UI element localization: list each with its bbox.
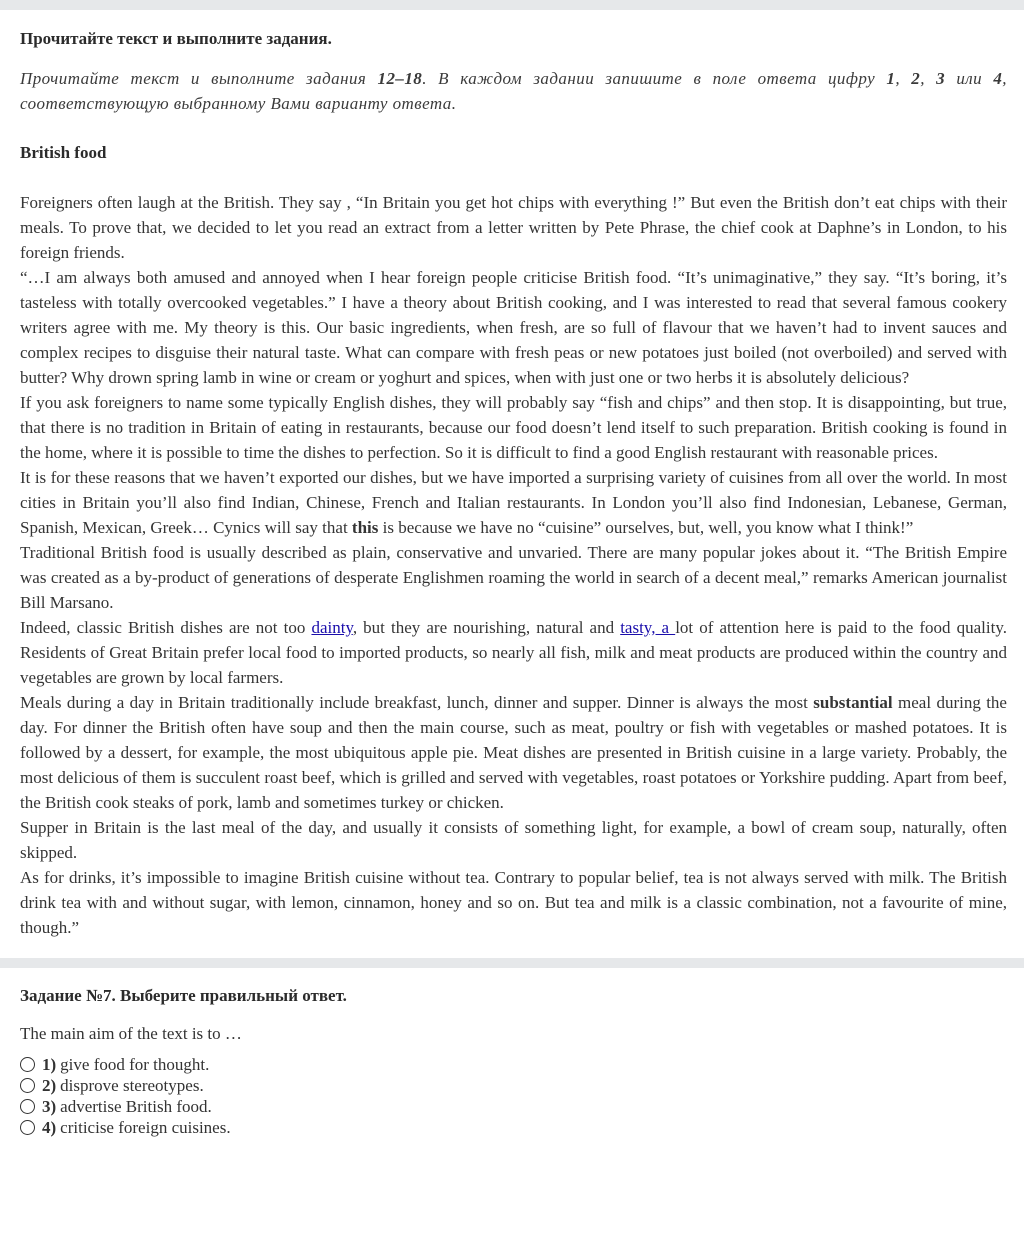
paragraph-text: Indeed, classic British dishes are not too	[20, 618, 312, 637]
paragraph-9: As for drinks, it’s impossible to imagine British cuisine without tea. Contrary to popular belief, tea is not always served with milk. The British drink tea with and without sugar, with lemon, cinnamon, honey and so on. But tea and milk is a classic combination, not a favourite of mine, though.”	[20, 868, 1007, 937]
paragraph-text: Meals during a day in Britain traditionally include breakfast, lunch, dinner and supper. Dinner is always the most	[20, 693, 814, 712]
reading-section	[0, 10, 1024, 940]
highlighted-word-this: this	[351, 518, 379, 537]
question-section	[0, 968, 1024, 1138]
option-number: 3)	[42, 1096, 57, 1116]
section-divider	[0, 958, 1024, 968]
top-divider	[0, 0, 1024, 10]
instruction-digit: 2	[911, 69, 921, 88]
instruction-part: Прочитайте текст и выполните задания	[20, 69, 378, 88]
link-dainty[interactable]: dainty	[311, 618, 353, 637]
instruction-digit: 3	[936, 69, 946, 88]
paragraph-7	[20, 690, 1007, 815]
paragraph-text: lot of attention here is paid to the food quality. Residents of Great Britain prefer local food to imported products, so nearly all fish, milk and meat products are produced within the country and vegetables are grown by local farmers.	[20, 618, 1007, 687]
paragraph-6	[20, 615, 1007, 690]
paragraph-3: If you ask foreigners to name some typically English dishes, they will probably say “fish and chips” and then stop. It is disappointing, but true, that there is no tradition in Britain of eating in restaurants, because our food doesn’t lend itself to such preparation. British cooking is found in the home, where it is possible to time the dishes to perfection. So it is difficult to find a good English restaurant with reasonable prices.	[20, 393, 1007, 462]
option-label: criticise foreign cuisines.	[60, 1117, 231, 1137]
option-number: 2)	[42, 1075, 57, 1095]
paragraph-2: “…I am always both amused and annoyed when I hear foreign people criticise British food. “It’s unimaginative,” they say. “It’s boring, it’s tasteless with totally overcooked vegetables.” I have a theory about British cooking, and I was interested to read that several famous cookery writers agree with me. My theory is this. Our basic ingredients, when fresh, are so full of flavour that we haven’t had to invent sauces and complex recipes to disguise their natural taste. What can compare with fresh peas or new potatoes just boiled (not overboiled) and served with butter? Why drown spring lamb in wine or cream or yoghurt and spices, when with just one or two herbs it is absolutely delicious?	[20, 268, 1007, 387]
highlighted-word-substantial: substantial	[813, 693, 893, 712]
option-label: disprove stereotypes.	[60, 1075, 204, 1095]
radio-button[interactable]	[20, 1078, 35, 1093]
option-number: 4)	[42, 1117, 57, 1137]
paragraph-text: It is for these reasons that we haven’t exported our dishes, but we have imported a surprising variety of cuisines from all over the world. In most cities in Britain you’ll also find Indian, Chinese, French and Italian restaurants. In London you’ll also find Indonesian, Lebanese, German, Spanish, Mexican, Greek… Cynics will say that	[20, 468, 1007, 537]
task-heading: Прочитайте текст и выполните задания.	[20, 29, 332, 48]
instruction-part: ,	[895, 69, 912, 88]
instruction-part: ,	[920, 69, 937, 88]
radio-button[interactable]	[20, 1120, 35, 1135]
option-label: advertise British food.	[60, 1096, 212, 1116]
paragraph-text: meal during the day. For dinner the British often have soup and then the main course, such as meat, poultry or fish with vegetables or mashed potatoes. It is followed by a dessert, for example, the most ubiquitous apple pie. Meat dishes are presented in British cuisine in a large variety. Probably, the most delicious of them is succulent roast beef, which is grilled and served with vegetables, roast potatoes or Yorkshire pudding. Apart from beef, the British cook steaks of pork, lamb and sometimes turkey or chicken.	[20, 693, 1007, 812]
radio-button[interactable]	[20, 1057, 35, 1072]
question-heading: Задание №7. Выберите правильный ответ.	[20, 986, 347, 1005]
instruction-part: , соответствующую выбранному Вами варианту ответа.	[20, 69, 1007, 113]
instruction-part: или	[945, 69, 994, 88]
question-stem: The main aim of the text is to …	[20, 1024, 242, 1043]
paragraph-1: Foreigners often laugh at the British. They say , “In Britain you get hot chips with everything !” But even the British don’t eat chips with their meals. To prove that, we decided to let you read an extract from a letter written by Pete Phrase, the chief cook at Daphne’s in London, to his foreign friends.	[20, 193, 1007, 262]
instruction-digit: 4	[993, 69, 1003, 88]
instruction-text	[20, 66, 1007, 116]
link-tasty[interactable]: tasty, a	[620, 618, 676, 637]
instruction-range: 12–18	[377, 69, 423, 88]
answer-options	[20, 1054, 1007, 1138]
option-label: give food for thought.	[60, 1054, 210, 1074]
paragraph-text: , but they are nourishing, natural and	[352, 618, 621, 637]
paragraph-text: is because we have no “cuisine” ourselves, but, well, you know what I think!”	[378, 518, 914, 537]
answer-option-1[interactable]	[20, 1054, 1007, 1075]
paragraph-5: Traditional British food is usually described as plain, conservative and unvaried. There are many popular jokes about it. “The British Empire was created as a by-product of generations of desperate Englishmen roaming the world in search of a decent meal,” remarks American journalist Bill Marsano.	[20, 543, 1007, 612]
answer-option-2[interactable]	[20, 1075, 1007, 1096]
answer-option-3[interactable]	[20, 1096, 1007, 1117]
answer-option-4[interactable]	[20, 1117, 1007, 1138]
instruction-digit: 1	[886, 69, 896, 88]
instruction-part: . В каждом задании запишите в поле ответа цифру	[422, 69, 887, 88]
reading-text	[20, 190, 1007, 940]
text-title: British food	[20, 143, 107, 162]
paragraph-4	[20, 465, 1007, 540]
paragraph-8: Supper in Britain is the last meal of the day, and usually it consists of something light, for example, a bowl of cream soup, naturally, often skipped.	[20, 818, 1007, 862]
radio-button[interactable]	[20, 1099, 35, 1114]
option-number: 1)	[42, 1054, 57, 1074]
